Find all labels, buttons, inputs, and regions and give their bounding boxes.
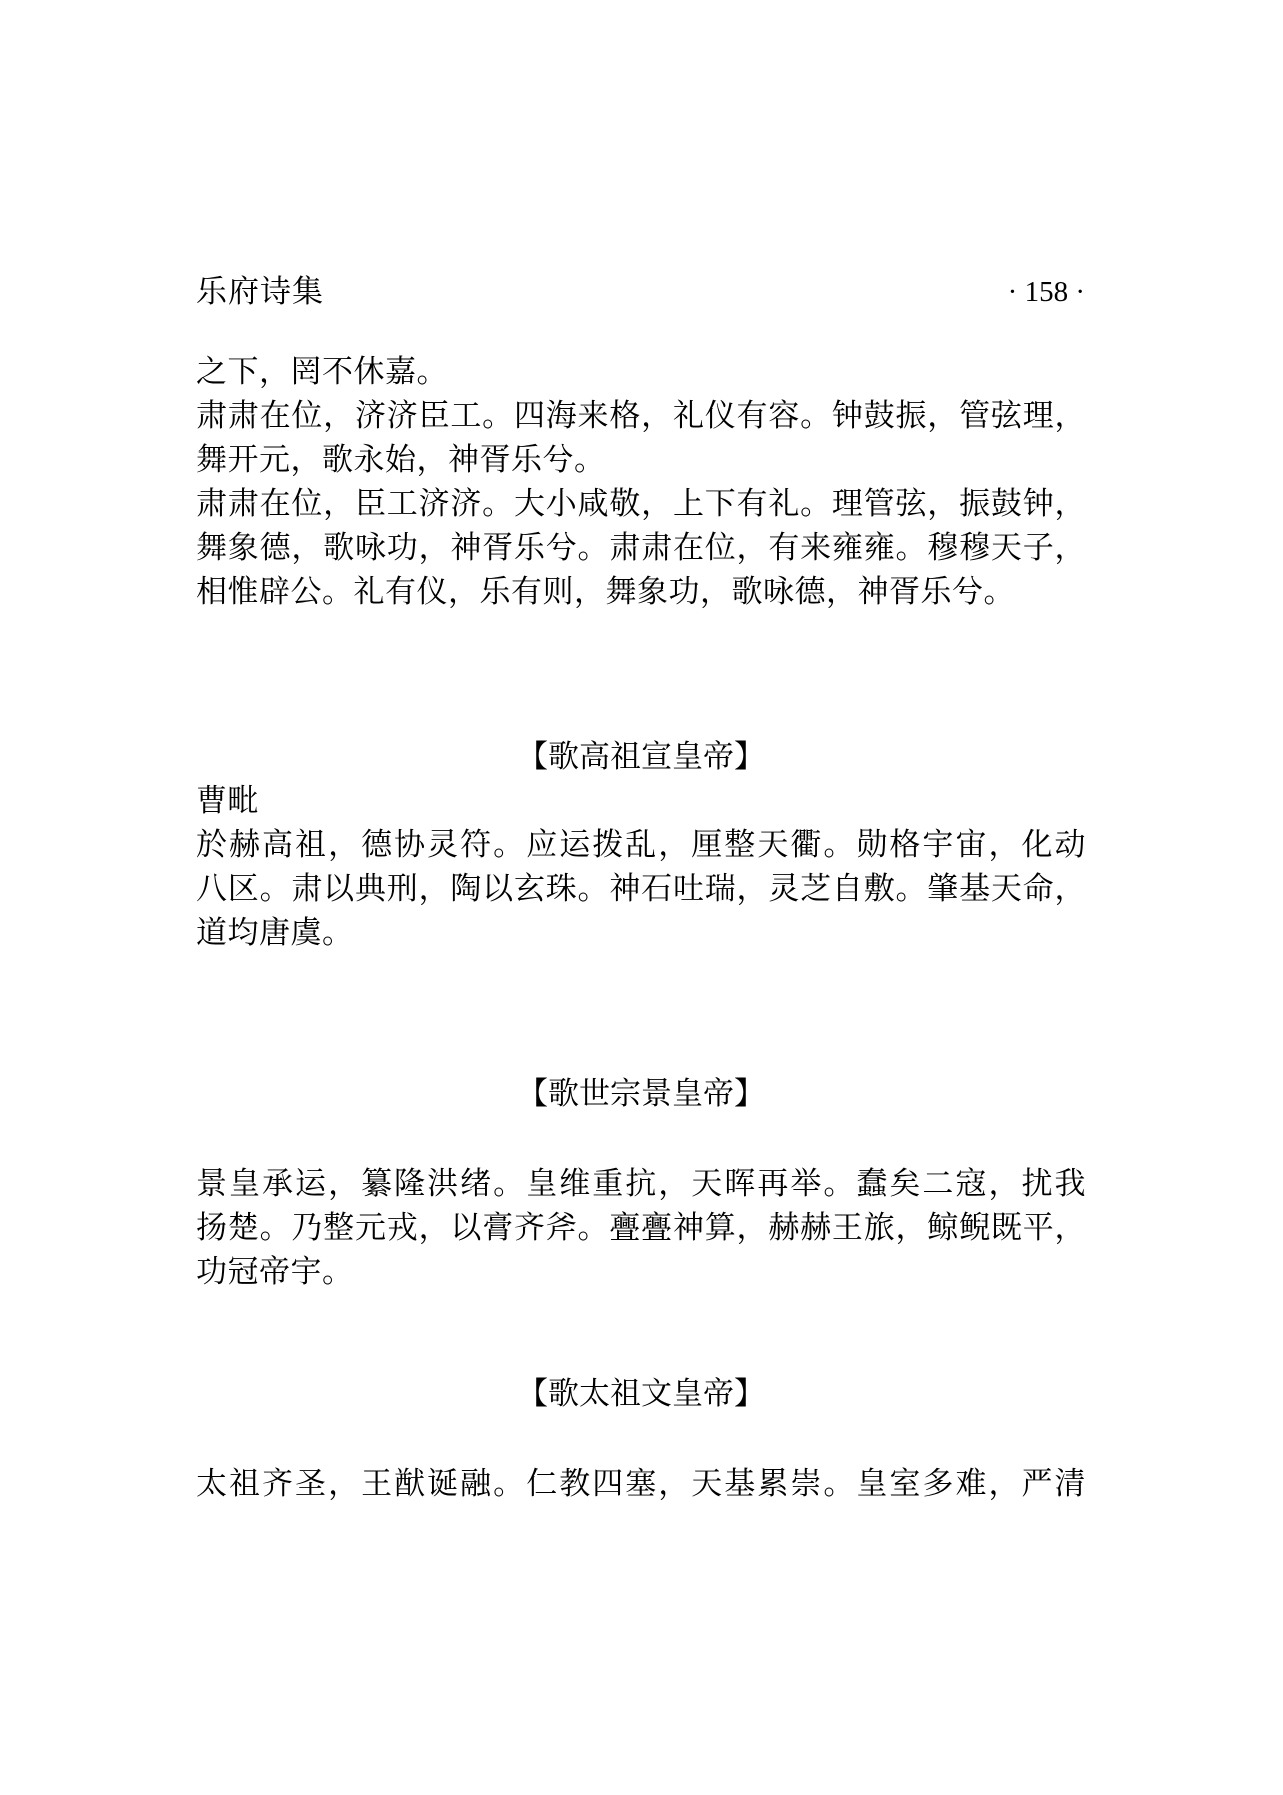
section-body <box>196 1462 1086 1506</box>
text-line: 於赫高祖，德协灵符。应运拨乱，厘整天衢。勋格宇宙，化动 <box>196 827 1086 863</box>
text-line: 功冠帝宇。 <box>196 1254 354 1290</box>
text-line: 舞象德，歌咏功，神胥乐兮。肃肃在位，有来雍雍。穆穆天子， <box>196 530 1086 566</box>
section-heading: 【歌世宗景皇帝】 <box>517 1076 765 1112</box>
page-header <box>196 270 1085 314</box>
text-line: 之下，罔不休嘉。 <box>196 354 448 390</box>
text-line: 扬楚。乃整元戎，以膏齐斧。亹亹神算，赫赫王旅，鲸鲵既平， <box>196 1210 1086 1246</box>
section-body <box>196 779 1086 955</box>
intro-text <box>196 350 1086 614</box>
book-title: 乐府诗集 <box>196 274 324 310</box>
text-line: 八区。肃以典刑，陶以玄珠。神石吐瑞，灵芝自敷。肇基天命， <box>196 871 1086 907</box>
text-line: 太祖齐圣，王猷诞融。仁教四塞，天基累崇。皇室多难，严清 <box>196 1466 1086 1502</box>
text-line: 肃肃在位，臣工济济。大小咸敬，上下有礼。理管弦，振鼓钟， <box>196 486 1086 522</box>
text-line: 舞开元，歌永始，神胥乐兮。 <box>196 442 606 478</box>
page-number: · 158 · <box>1007 276 1085 308</box>
text-line: 相惟辟公。礼有仪，乐有则，舞象功，歌咏德，神胥乐兮。 <box>196 574 1015 610</box>
text-line: 景皇承运，纂隆洪绪。皇维重抗，天晖再举。蠢矣二寇，扰我 <box>196 1166 1086 1202</box>
author-name: 曹毗 <box>196 783 259 819</box>
section-heading: 【歌高祖宣皇帝】 <box>517 739 765 775</box>
text-line: 肃肃在位，济济臣工。四海来格，礼仪有容。钟鼓振，管弦理， <box>196 398 1086 434</box>
text-line: 道均唐虞。 <box>196 915 354 951</box>
section-heading: 【歌太祖文皇帝】 <box>517 1376 765 1412</box>
section-body <box>196 1162 1086 1294</box>
